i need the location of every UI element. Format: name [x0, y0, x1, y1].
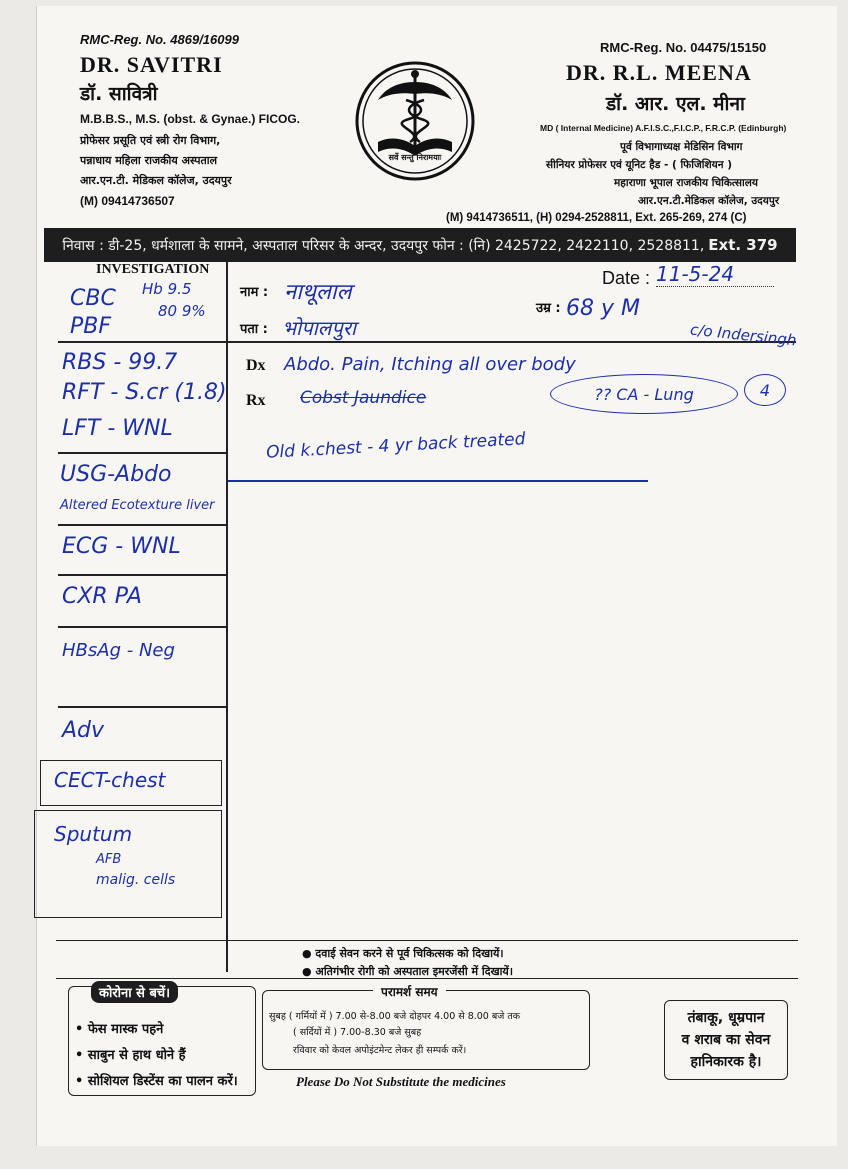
- left-column-divider: [226, 262, 228, 972]
- left-doctor-name-hindi: डॉ. सावित्री: [80, 83, 158, 105]
- rx-struck-note: Cobst Jaundice: [300, 388, 427, 408]
- inv-lft: LFT - WNL: [62, 416, 173, 441]
- date-dotted-line: [656, 286, 774, 287]
- corona-item-mask: • फेस मास्क पहने: [75, 1022, 164, 1037]
- inv-pbf: PBF: [70, 314, 112, 339]
- inv-usg-finding: Altered Ecotexture liver: [60, 498, 215, 513]
- patient-name: नाथूलाल: [284, 280, 352, 305]
- tobacco-line-3: हानिकारक है।: [690, 1054, 762, 1070]
- inv-usg: USG-Abdo: [60, 462, 172, 487]
- address-ext: Ext. 379: [708, 236, 778, 254]
- inv-80: 80 9%: [158, 302, 206, 320]
- notice-2: ● अतिगंभीर रोगी को अस्पताल इमरजेंसी में दिखायें।: [302, 965, 513, 978]
- right-doctor-line4: आर.एन.टी.मेडिकल कॉलेज, उदयपुर: [638, 195, 780, 207]
- timing-line-2: ( सर्दियों में ) 7.00-8.30 बजे सुबह: [293, 1027, 422, 1038]
- notes-underline: [228, 480, 648, 482]
- inv-rft: RFT - S.cr (1.8): [62, 380, 227, 405]
- tobacco-warning-box: [664, 1000, 788, 1080]
- right-doctor-line1: पूर्व विभागाध्यक्ष मेडिसिन विभाग: [620, 141, 743, 153]
- inv-malig-cells: malig. cells: [96, 872, 176, 888]
- notice-1: ● दवाई सेवन करने से पूर्व चिकित्सक को दिखायें।: [302, 947, 504, 960]
- left-doctor-name: DR. SAVITRI: [80, 52, 223, 77]
- rx-label: Rx: [246, 392, 266, 409]
- history-note: Old k.chest - 4 yr back treated: [265, 429, 526, 463]
- right-reg-number: RMC-Reg. No. 04475/15150: [600, 40, 767, 55]
- inv-cbc: CBC: [70, 286, 116, 311]
- inv-divider: [58, 452, 226, 454]
- consultation-timing-box: [262, 985, 590, 1070]
- inv-hbsag: HBsAg - Neg: [62, 640, 175, 661]
- footer-second-line: [56, 978, 798, 979]
- corona-box: [68, 986, 256, 1096]
- inv-adv: Adv: [62, 718, 105, 743]
- inv-divider: [58, 626, 226, 628]
- timing-title: परामर्श समय: [373, 983, 446, 1000]
- patient-info-divider: [228, 341, 796, 343]
- right-doctor-degrees: MD ( Internal Medicine) A.F.I.S.C.,F.I.C.P., F.R.C.P. (Edinburgh): [540, 123, 787, 133]
- tobacco-line-1: तंबाकू, धूम्रपान: [687, 1010, 765, 1026]
- address-band: [44, 228, 796, 262]
- inv-rbs: RBS - 99.7: [62, 350, 178, 375]
- footer-top-line: [56, 940, 798, 941]
- age-label: उम्र :: [536, 301, 561, 316]
- dx-note: Abdo. Pain, Itching all over body: [284, 354, 576, 375]
- left-doctor-line1: प्रोफेसर प्रसूति एवं स्त्री रोग विभाग,: [80, 134, 221, 147]
- rx-ca-lung-note: ?? CA - Lung: [550, 374, 738, 414]
- inv-hb: Hb 9.5: [142, 280, 192, 298]
- inv-afb: AFB: [96, 852, 122, 867]
- inv-divider: [58, 524, 226, 526]
- patient-age: 68 y M: [566, 296, 640, 321]
- inv-divider: [58, 706, 226, 708]
- inv-ecg: ECG - WNL: [62, 534, 181, 559]
- caduceus-logo: [354, 60, 476, 182]
- investigation-label: INVESTIGATION: [96, 262, 210, 277]
- left-doctor-line2: पन्नाधाय महिला राजकीय अस्पताल: [80, 154, 218, 167]
- right-doctor-line3: महाराणा भूपाल राजकीय चिकित्सालय: [614, 177, 758, 189]
- inv-cect: CECT-chest: [54, 768, 166, 792]
- left-reg-number: RMC-Reg. No. 4869/16099: [80, 32, 239, 47]
- inv-divider: [58, 574, 226, 576]
- patient-referral: c/o Indersingh: [689, 320, 798, 350]
- corona-title: कोरोना से बचें।: [91, 981, 178, 1003]
- timing-line-3: रविवार को केवल अपोइंटमेन्ट लेकर ही सम्पर्क करें।: [293, 1045, 467, 1056]
- corona-item-distance: • सोशियल डिस्टेंस का पालन करें।: [75, 1074, 238, 1089]
- corona-item-wash: • साबुन से हाथ धोने हैं: [75, 1048, 186, 1063]
- logo-caption: सर्वे सन्तु निरामयाः: [388, 153, 442, 162]
- substitute-notice: Please Do Not Substitute the medicines: [296, 1074, 506, 1089]
- left-doctor-degrees: M.B.B.S., M.S. (obst. & Gynae.) FICOG.: [80, 112, 301, 126]
- dx-label: Dx: [246, 357, 266, 374]
- inv-cxr: CXR PA: [62, 584, 142, 609]
- timing-line-1: सुबह ( गर्मियों में ) 7.00 से-8.00 बजे दोहपर 4.00 से 8.00 बजे तक: [269, 1011, 521, 1022]
- left-doctor-mobile: (M) 09414736507: [80, 194, 175, 208]
- tobacco-line-2: व शराब का सेवन: [681, 1032, 771, 1048]
- patient-date: 11-5-24: [656, 262, 735, 286]
- rx-circle-number: 4: [744, 374, 786, 406]
- name-label: नाम :: [240, 285, 269, 300]
- right-doctor-name-hindi: डॉ. आर. एल. मीना: [606, 93, 745, 115]
- left-doctor-line3: आर.एन.टी. मेडिकल कॉलेज, उदयपुर: [80, 174, 232, 187]
- inv-sputum: Sputum: [54, 822, 133, 846]
- right-doctor-phones: (M) 9414736511, (H) 0294-2528811, Ext. 265-269, 274 (C): [446, 212, 747, 224]
- right-doctor-name: DR. R.L. MEENA: [566, 60, 752, 85]
- right-doctor-line2: सीनियर प्रोफेसर एवं यूनिट हैड - ( फिजिशियन ): [546, 159, 732, 171]
- address-label: पता :: [240, 322, 268, 337]
- date-label: Date :: [602, 268, 651, 288]
- inv-divider: [58, 341, 226, 343]
- patient-address: भोपालपुरा: [282, 316, 357, 340]
- address-text: निवास : डी-25, धर्मशाला के सामने, अस्पताल परिसर के अन्दर, उदयपुर फोन : (नि) 2425722, 2422110, 2528811,: [62, 237, 705, 254]
